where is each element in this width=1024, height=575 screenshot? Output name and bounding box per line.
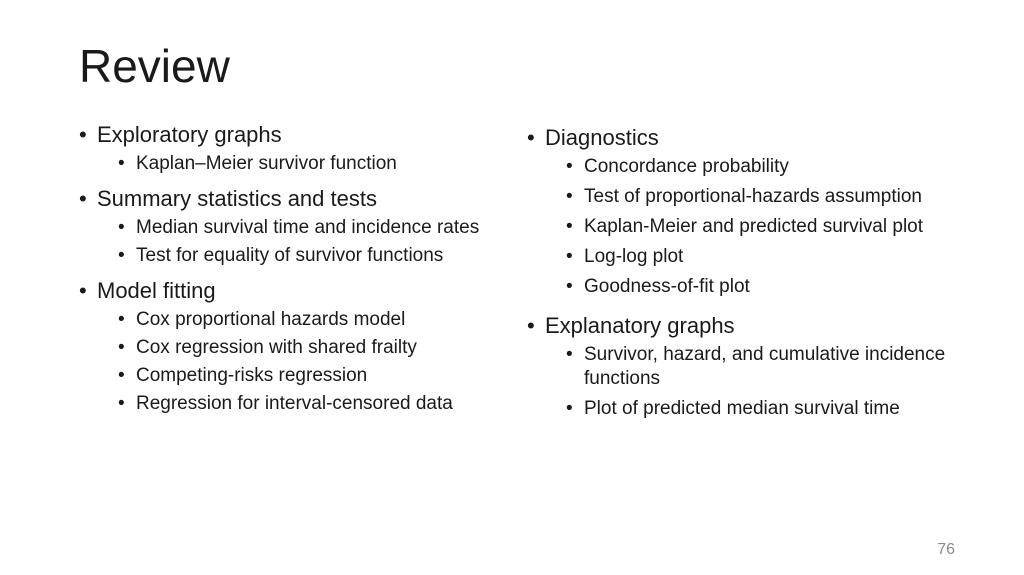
sub-bullet-label: Test for equality of survivor functions bbox=[136, 245, 444, 266]
sub-bullet bbox=[566, 275, 972, 299]
sub-bullet-label: Kaplan-Meier and predicted survival plot bbox=[584, 216, 924, 237]
sub-bullet-list bbox=[118, 216, 509, 268]
sub-bullet-label: Median survival time and incidence rates bbox=[136, 217, 480, 238]
sub-bullet bbox=[566, 245, 972, 269]
bullet-icon: • bbox=[566, 276, 573, 297]
page-number: 76 bbox=[937, 541, 955, 558]
sub-bullet bbox=[118, 392, 509, 416]
bullet-icon: • bbox=[566, 398, 573, 419]
sub-bullet bbox=[118, 308, 509, 332]
bullet-diagnostics bbox=[527, 123, 972, 299]
bullet-icon: • bbox=[79, 278, 87, 303]
sub-bullet-label: Test of proportional-hazards assumption bbox=[584, 186, 922, 207]
bullet-icon: • bbox=[566, 344, 573, 365]
sub-bullet bbox=[118, 216, 509, 240]
sub-bullet bbox=[566, 397, 972, 421]
sub-bullet bbox=[566, 215, 972, 239]
bullet-icon: • bbox=[566, 246, 573, 267]
bullet-label: Exploratory graphs bbox=[97, 122, 282, 147]
sub-bullet-label: Plot of predicted median survival time bbox=[584, 398, 900, 419]
sub-bullet bbox=[566, 343, 972, 391]
sub-bullet-list bbox=[566, 155, 972, 299]
bullet-icon: • bbox=[527, 313, 535, 338]
bullet-label: Explanatory graphs bbox=[545, 313, 735, 338]
bullet-summary-statistics bbox=[79, 184, 509, 268]
left-bullet-list bbox=[79, 120, 509, 416]
sub-bullet-label: Cox regression with shared frailty bbox=[136, 337, 417, 358]
sub-bullet-label: Survivor, hazard, and cumulative incidence functions bbox=[584, 344, 946, 389]
sub-bullet bbox=[118, 336, 509, 360]
bullet-icon: • bbox=[118, 217, 125, 238]
bullet-label: Diagnostics bbox=[545, 125, 659, 150]
sub-bullet-label: Competing-risks regression bbox=[136, 365, 368, 386]
bullet-icon: • bbox=[566, 216, 573, 237]
bullet-label: Model fitting bbox=[97, 278, 216, 303]
sub-bullet-label: Concordance probability bbox=[584, 156, 789, 177]
bullet-icon: • bbox=[118, 393, 125, 414]
bullet-model-fitting bbox=[79, 276, 509, 416]
sub-bullet bbox=[118, 364, 509, 388]
sub-bullet-list bbox=[118, 308, 509, 416]
slide-title: Review bbox=[79, 40, 230, 92]
sub-bullet bbox=[118, 244, 509, 268]
bullet-icon: • bbox=[79, 122, 87, 147]
bullet-icon: • bbox=[118, 153, 125, 174]
bullet-icon: • bbox=[118, 365, 125, 386]
left-column bbox=[79, 120, 509, 424]
right-column bbox=[527, 123, 972, 433]
sub-bullet-label: Regression for interval-censored data bbox=[136, 393, 453, 414]
sub-bullet bbox=[566, 185, 972, 209]
bullet-icon: • bbox=[118, 245, 125, 266]
sub-bullet bbox=[566, 155, 972, 179]
sub-bullet-list bbox=[118, 152, 509, 176]
sub-bullet bbox=[118, 152, 509, 176]
bullet-icon: • bbox=[566, 186, 573, 207]
bullet-icon: • bbox=[527, 125, 535, 150]
bullet-exploratory-graphs bbox=[79, 120, 509, 176]
bullet-icon: • bbox=[566, 156, 573, 177]
bullet-explanatory-graphs bbox=[527, 311, 972, 421]
sub-bullet-label: Log-log plot bbox=[584, 246, 684, 267]
bullet-icon: • bbox=[118, 337, 125, 358]
right-bullet-list bbox=[527, 123, 972, 421]
sub-bullet-label: Goodness-of-fit plot bbox=[584, 276, 750, 297]
sub-bullet-list bbox=[566, 343, 972, 421]
bullet-label: Summary statistics and tests bbox=[97, 186, 377, 211]
bullet-icon: • bbox=[79, 186, 87, 211]
sub-bullet-label: Cox proportional hazards model bbox=[136, 309, 406, 330]
bullet-icon: • bbox=[118, 309, 125, 330]
sub-bullet-label: Kaplan–Meier survivor function bbox=[136, 153, 397, 174]
